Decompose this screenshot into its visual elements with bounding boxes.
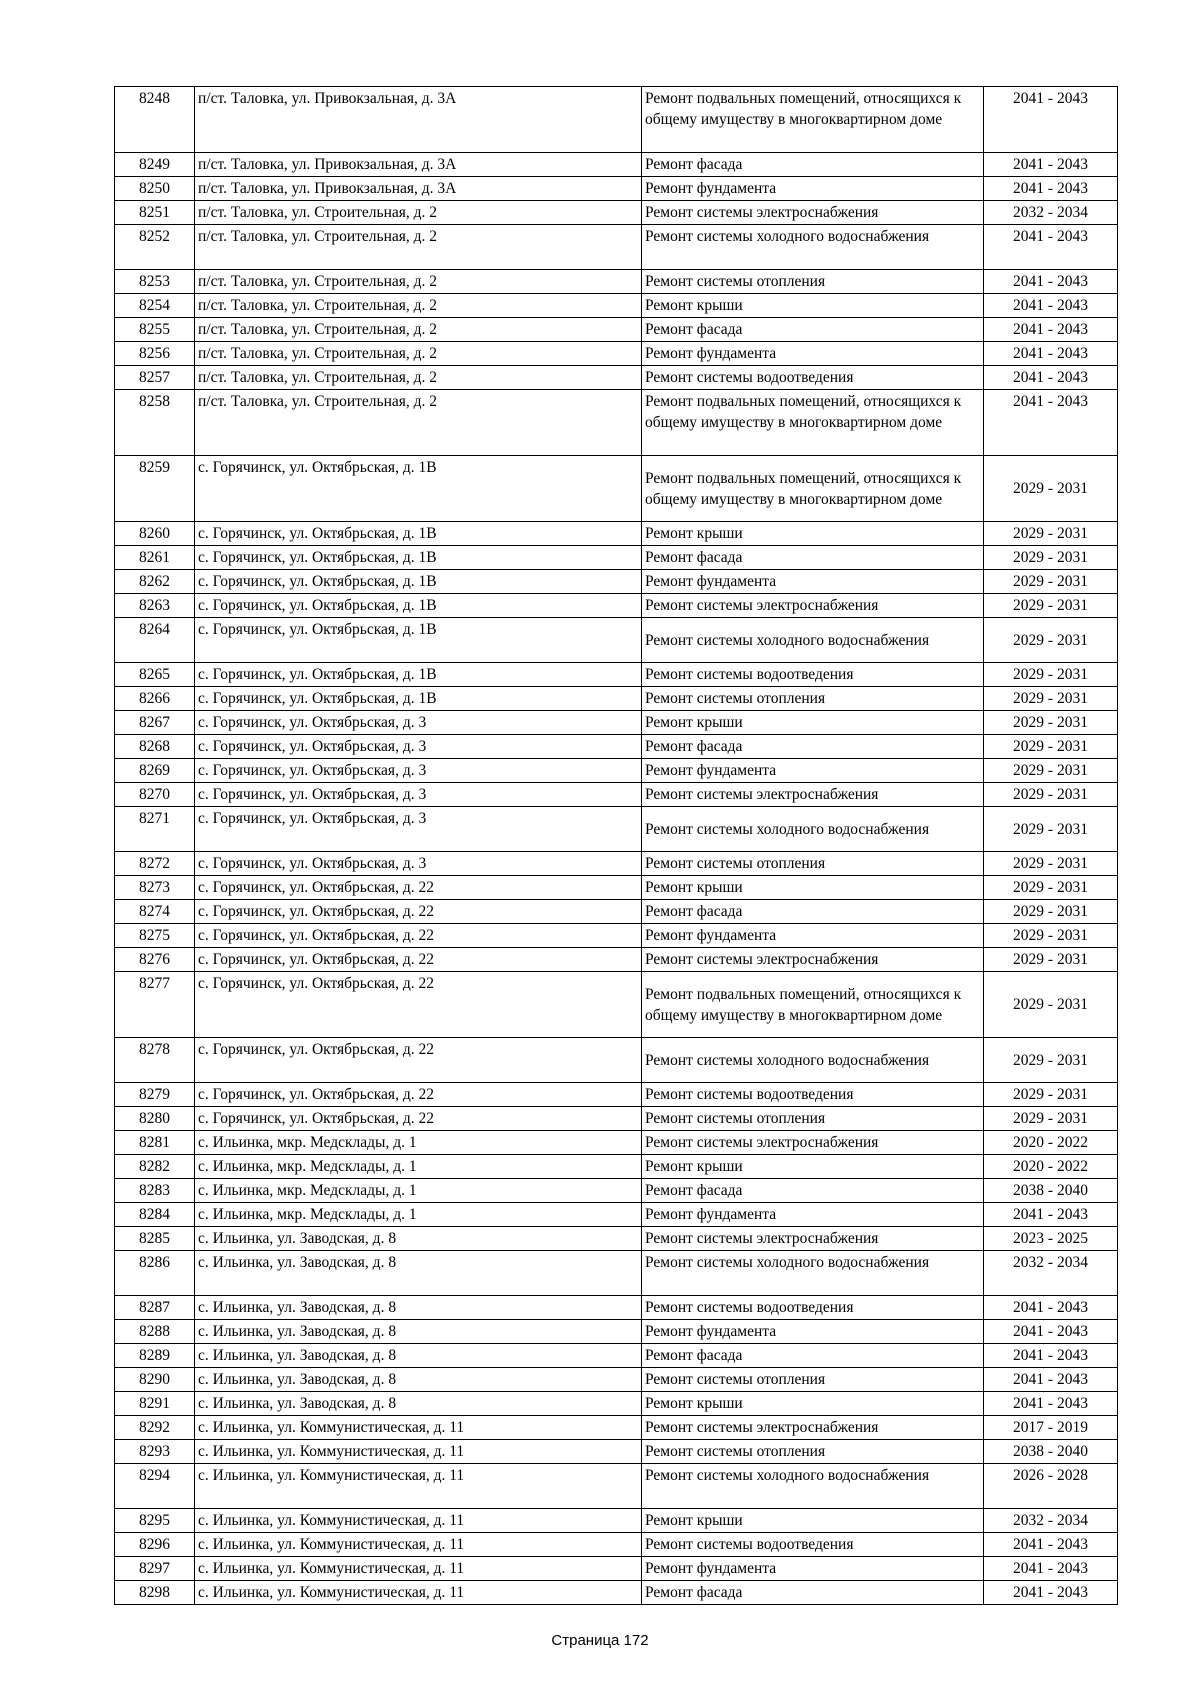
address-cell: с. Горячинск, ул. Октябрьская, д. 22 xyxy=(195,972,642,1038)
address-cell: с. Горячинск, ул. Октябрьская, д. 22 xyxy=(195,876,642,900)
work-type-cell: Ремонт крыши xyxy=(642,1155,984,1179)
row-number-cell: 8263 xyxy=(115,594,195,618)
period-cell: 2029 - 2031 xyxy=(984,456,1118,522)
address-cell: п/ст. Таловка, ул. Строительная, д. 2 xyxy=(195,366,642,390)
address-cell: п/ст. Таловка, ул. Строительная, д. 2 xyxy=(195,342,642,366)
period-cell: 2029 - 2031 xyxy=(984,972,1118,1038)
work-type-cell: Ремонт системы холодного водоснабжения xyxy=(642,807,984,852)
work-type-cell: Ремонт крыши xyxy=(642,1392,984,1416)
work-type-cell: Ремонт подвальных помещений, относящихся к общему имуществу в многоквартирном доме xyxy=(642,87,984,153)
address-cell: с. Ильинка, ул. Коммунистическая, д. 11 xyxy=(195,1581,642,1605)
table-row xyxy=(115,153,1118,177)
table-row xyxy=(115,1533,1118,1557)
address-cell: с. Горячинск, ул. Октябрьская, д. 22 xyxy=(195,1107,642,1131)
work-type-cell: Ремонт подвальных помещений, относящихся к общему имуществу в многоквартирном доме xyxy=(642,456,984,522)
table-row xyxy=(115,270,1118,294)
table-row xyxy=(115,1581,1118,1605)
row-number-cell: 8261 xyxy=(115,546,195,570)
period-cell: 2041 - 2043 xyxy=(984,294,1118,318)
period-cell: 2032 - 2034 xyxy=(984,201,1118,225)
work-type-cell: Ремонт системы водоотведения xyxy=(642,1083,984,1107)
period-cell: 2020 - 2022 xyxy=(984,1155,1118,1179)
address-cell: с. Горячинск, ул. Октябрьская, д. 3 xyxy=(195,711,642,735)
period-cell: 2041 - 2043 xyxy=(984,1344,1118,1368)
work-type-cell: Ремонт фасада xyxy=(642,546,984,570)
row-number-cell: 8297 xyxy=(115,1557,195,1581)
period-cell: 2041 - 2043 xyxy=(984,270,1118,294)
period-cell: 2041 - 2043 xyxy=(984,1533,1118,1557)
address-cell: с. Ильинка, ул. Коммунистическая, д. 11 xyxy=(195,1557,642,1581)
work-type-cell: Ремонт фундамента xyxy=(642,1320,984,1344)
row-number-cell: 8280 xyxy=(115,1107,195,1131)
period-cell: 2038 - 2040 xyxy=(984,1440,1118,1464)
address-cell: с. Горячинск, ул. Октябрьская, д. 1В xyxy=(195,618,642,663)
work-type-cell: Ремонт крыши xyxy=(642,1509,984,1533)
row-number-cell: 8278 xyxy=(115,1038,195,1083)
period-cell: 2026 - 2028 xyxy=(984,1464,1118,1509)
period-cell: 2029 - 2031 xyxy=(984,1083,1118,1107)
work-type-cell: Ремонт крыши xyxy=(642,876,984,900)
row-number-cell: 8294 xyxy=(115,1464,195,1509)
table-row xyxy=(115,1368,1118,1392)
address-cell: п/ст. Таловка, ул. Привокзальная, д. 3А xyxy=(195,153,642,177)
table-row xyxy=(115,852,1118,876)
period-cell: 2041 - 2043 xyxy=(984,153,1118,177)
table-row xyxy=(115,570,1118,594)
row-number-cell: 8275 xyxy=(115,924,195,948)
table-row xyxy=(115,687,1118,711)
period-cell: 2041 - 2043 xyxy=(984,1557,1118,1581)
period-cell: 2029 - 2031 xyxy=(984,807,1118,852)
table-row xyxy=(115,1203,1118,1227)
period-cell: 2029 - 2031 xyxy=(984,1107,1118,1131)
period-cell: 2041 - 2043 xyxy=(984,342,1118,366)
period-cell: 2038 - 2040 xyxy=(984,1179,1118,1203)
row-number-cell: 8298 xyxy=(115,1581,195,1605)
work-type-cell: Ремонт фундамента xyxy=(642,924,984,948)
work-type-cell: Ремонт крыши xyxy=(642,294,984,318)
address-cell: п/ст. Таловка, ул. Строительная, д. 2 xyxy=(195,294,642,318)
row-number-cell: 8250 xyxy=(115,177,195,201)
period-cell: 2041 - 2043 xyxy=(984,1320,1118,1344)
address-cell: с. Горячинск, ул. Октябрьская, д. 3 xyxy=(195,735,642,759)
row-number-cell: 8276 xyxy=(115,948,195,972)
address-cell: с. Ильинка, ул. Коммунистическая, д. 11 xyxy=(195,1416,642,1440)
address-cell: с. Ильинка, ул. Заводская, д. 8 xyxy=(195,1368,642,1392)
table-row xyxy=(115,1038,1118,1083)
address-cell: п/ст. Таловка, ул. Привокзальная, д. 3А xyxy=(195,87,642,153)
table-row xyxy=(115,759,1118,783)
work-type-cell: Ремонт системы отопления xyxy=(642,1107,984,1131)
table-row xyxy=(115,366,1118,390)
period-cell: 2041 - 2043 xyxy=(984,366,1118,390)
address-cell: с. Горячинск, ул. Октябрьская, д. 22 xyxy=(195,924,642,948)
row-number-cell: 8267 xyxy=(115,711,195,735)
address-cell: п/ст. Таловка, ул. Строительная, д. 2 xyxy=(195,225,642,270)
work-type-cell: Ремонт подвальных помещений, относящихся к общему имуществу в многоквартирном доме xyxy=(642,972,984,1038)
table-row xyxy=(115,1320,1118,1344)
works-table xyxy=(114,86,1118,1605)
address-cell: с. Ильинка, ул. Заводская, д. 8 xyxy=(195,1251,642,1296)
work-type-cell: Ремонт системы электроснабжения xyxy=(642,948,984,972)
table-row xyxy=(115,783,1118,807)
period-cell: 2029 - 2031 xyxy=(984,522,1118,546)
table-row xyxy=(115,1509,1118,1533)
address-cell: с. Ильинка, ул. Заводская, д. 8 xyxy=(195,1392,642,1416)
period-cell: 2029 - 2031 xyxy=(984,783,1118,807)
row-number-cell: 8266 xyxy=(115,687,195,711)
period-cell: 2029 - 2031 xyxy=(984,663,1118,687)
period-cell: 2029 - 2031 xyxy=(984,735,1118,759)
work-type-cell: Ремонт системы отопления xyxy=(642,687,984,711)
work-type-cell: Ремонт фундамента xyxy=(642,177,984,201)
address-cell: с. Горячинск, ул. Октябрьская, д. 3 xyxy=(195,759,642,783)
period-cell: 2041 - 2043 xyxy=(984,1203,1118,1227)
period-cell: 2023 - 2025 xyxy=(984,1227,1118,1251)
address-cell: с. Ильинка, ул. Коммунистическая, д. 11 xyxy=(195,1509,642,1533)
work-type-cell: Ремонт системы электроснабжения xyxy=(642,1131,984,1155)
address-cell: с. Горячинск, ул. Октябрьская, д. 22 xyxy=(195,948,642,972)
period-cell: 2029 - 2031 xyxy=(984,924,1118,948)
table-row xyxy=(115,1344,1118,1368)
work-type-cell: Ремонт фундамента xyxy=(642,1203,984,1227)
period-cell: 2032 - 2034 xyxy=(984,1509,1118,1533)
table-row xyxy=(115,711,1118,735)
work-type-cell: Ремонт системы холодного водоснабжения xyxy=(642,1251,984,1296)
table-row xyxy=(115,294,1118,318)
work-type-cell: Ремонт фасада xyxy=(642,1344,984,1368)
row-number-cell: 8290 xyxy=(115,1368,195,1392)
address-cell: с. Горячинск, ул. Октябрьская, д. 1В xyxy=(195,687,642,711)
work-type-cell: Ремонт системы электроснабжения xyxy=(642,1227,984,1251)
row-number-cell: 8282 xyxy=(115,1155,195,1179)
table-row xyxy=(115,522,1118,546)
table-row xyxy=(115,663,1118,687)
row-number-cell: 8285 xyxy=(115,1227,195,1251)
row-number-cell: 8268 xyxy=(115,735,195,759)
address-cell: с. Ильинка, ул. Заводская, д. 8 xyxy=(195,1320,642,1344)
row-number-cell: 8274 xyxy=(115,900,195,924)
row-number-cell: 8252 xyxy=(115,225,195,270)
row-number-cell: 8288 xyxy=(115,1320,195,1344)
work-type-cell: Ремонт системы водоотведения xyxy=(642,1533,984,1557)
period-cell: 2017 - 2019 xyxy=(984,1416,1118,1440)
table-row xyxy=(115,924,1118,948)
address-cell: п/ст. Таловка, ул. Привокзальная, д. 3А xyxy=(195,177,642,201)
address-cell: с. Ильинка, мкр. Медсклады, д. 1 xyxy=(195,1155,642,1179)
row-number-cell: 8272 xyxy=(115,852,195,876)
period-cell: 2041 - 2043 xyxy=(984,177,1118,201)
work-type-cell: Ремонт системы отопления xyxy=(642,1368,984,1392)
address-cell: п/ст. Таловка, ул. Строительная, д. 2 xyxy=(195,201,642,225)
row-number-cell: 8248 xyxy=(115,87,195,153)
address-cell: с. Горячинск, ул. Октябрьская, д. 22 xyxy=(195,900,642,924)
table-row xyxy=(115,201,1118,225)
row-number-cell: 8269 xyxy=(115,759,195,783)
address-cell: с. Горячинск, ул. Октябрьская, д. 1В xyxy=(195,594,642,618)
period-cell: 2029 - 2031 xyxy=(984,618,1118,663)
work-type-cell: Ремонт фасада xyxy=(642,1179,984,1203)
page-number: Страница 172 xyxy=(551,1632,649,1649)
table-row xyxy=(115,1464,1118,1509)
work-type-cell: Ремонт фундамента xyxy=(642,759,984,783)
work-type-cell: Ремонт системы электроснабжения xyxy=(642,783,984,807)
address-cell: с. Ильинка, ул. Заводская, д. 8 xyxy=(195,1227,642,1251)
row-number-cell: 8260 xyxy=(115,522,195,546)
period-cell: 2041 - 2043 xyxy=(984,1296,1118,1320)
row-number-cell: 8264 xyxy=(115,618,195,663)
work-type-cell: Ремонт фасада xyxy=(642,318,984,342)
row-number-cell: 8279 xyxy=(115,1083,195,1107)
row-number-cell: 8257 xyxy=(115,366,195,390)
work-type-cell: Ремонт системы водоотведения xyxy=(642,1296,984,1320)
address-cell: с. Горячинск, ул. Октябрьская, д. 1В xyxy=(195,570,642,594)
period-cell: 2029 - 2031 xyxy=(984,876,1118,900)
work-type-cell: Ремонт крыши xyxy=(642,522,984,546)
period-cell: 2041 - 2043 xyxy=(984,225,1118,270)
row-number-cell: 8287 xyxy=(115,1296,195,1320)
work-type-cell: Ремонт системы холодного водоснабжения xyxy=(642,1464,984,1509)
row-number-cell: 8273 xyxy=(115,876,195,900)
address-cell: с. Горячинск, ул. Октябрьская, д. 1В xyxy=(195,522,642,546)
work-type-cell: Ремонт системы холодного водоснабжения xyxy=(642,618,984,663)
address-cell: с. Горячинск, ул. Октябрьская, д. 22 xyxy=(195,1038,642,1083)
works-table-body xyxy=(115,87,1118,1605)
address-cell: с. Ильинка, ул. Коммунистическая, д. 11 xyxy=(195,1464,642,1509)
work-type-cell: Ремонт системы электроснабжения xyxy=(642,1416,984,1440)
row-number-cell: 8262 xyxy=(115,570,195,594)
row-number-cell: 8283 xyxy=(115,1179,195,1203)
work-type-cell: Ремонт подвальных помещений, относящихся к общему имуществу в многоквартирном доме xyxy=(642,390,984,456)
table-row xyxy=(115,1131,1118,1155)
table-row xyxy=(115,618,1118,663)
work-type-cell: Ремонт системы отопления xyxy=(642,852,984,876)
table-row xyxy=(115,1155,1118,1179)
row-number-cell: 8259 xyxy=(115,456,195,522)
row-number-cell: 8253 xyxy=(115,270,195,294)
row-number-cell: 8251 xyxy=(115,201,195,225)
period-cell: 2032 - 2034 xyxy=(984,1251,1118,1296)
table-row xyxy=(115,1107,1118,1131)
work-type-cell: Ремонт крыши xyxy=(642,711,984,735)
address-cell: с. Горячинск, ул. Октябрьская, д. 1В xyxy=(195,546,642,570)
period-cell: 2029 - 2031 xyxy=(984,570,1118,594)
period-cell: 2029 - 2031 xyxy=(984,711,1118,735)
address-cell: с. Ильинка, ул. Коммунистическая, д. 11 xyxy=(195,1440,642,1464)
work-type-cell: Ремонт фасада xyxy=(642,735,984,759)
table-row xyxy=(115,948,1118,972)
table-row xyxy=(115,390,1118,456)
row-number-cell: 8277 xyxy=(115,972,195,1038)
table-row xyxy=(115,900,1118,924)
row-number-cell: 8281 xyxy=(115,1131,195,1155)
table-row xyxy=(115,177,1118,201)
table-row xyxy=(115,342,1118,366)
row-number-cell: 8289 xyxy=(115,1344,195,1368)
table-row xyxy=(115,1227,1118,1251)
table-row xyxy=(115,1416,1118,1440)
work-type-cell: Ремонт системы отопления xyxy=(642,1440,984,1464)
address-cell: с. Ильинка, мкр. Медсклады, д. 1 xyxy=(195,1203,642,1227)
row-number-cell: 8258 xyxy=(115,390,195,456)
address-cell: с. Горячинск, ул. Октябрьская, д. 22 xyxy=(195,1083,642,1107)
period-cell: 2029 - 2031 xyxy=(984,687,1118,711)
table-row xyxy=(115,876,1118,900)
address-cell: с. Ильинка, ул. Заводская, д. 8 xyxy=(195,1296,642,1320)
table-row xyxy=(115,735,1118,759)
address-cell: с. Ильинка, ул. Заводская, д. 8 xyxy=(195,1344,642,1368)
work-type-cell: Ремонт системы холодного водоснабжения xyxy=(642,1038,984,1083)
table-row xyxy=(115,594,1118,618)
table-row xyxy=(115,1557,1118,1581)
period-cell: 2029 - 2031 xyxy=(984,948,1118,972)
table-row xyxy=(115,1179,1118,1203)
period-cell: 2041 - 2043 xyxy=(984,87,1118,153)
period-cell: 2029 - 2031 xyxy=(984,1038,1118,1083)
period-cell: 2020 - 2022 xyxy=(984,1131,1118,1155)
table-row xyxy=(115,972,1118,1038)
row-number-cell: 8291 xyxy=(115,1392,195,1416)
row-number-cell: 8296 xyxy=(115,1533,195,1557)
row-number-cell: 8265 xyxy=(115,663,195,687)
work-type-cell: Ремонт системы отопления xyxy=(642,270,984,294)
work-type-cell: Ремонт фундамента xyxy=(642,570,984,594)
address-cell: с. Ильинка, мкр. Медсклады, д. 1 xyxy=(195,1131,642,1155)
row-number-cell: 8270 xyxy=(115,783,195,807)
row-number-cell: 8256 xyxy=(115,342,195,366)
period-cell: 2029 - 2031 xyxy=(984,546,1118,570)
work-type-cell: Ремонт системы водоотведения xyxy=(642,366,984,390)
row-number-cell: 8271 xyxy=(115,807,195,852)
address-cell: с. Ильинка, ул. Коммунистическая, д. 11 xyxy=(195,1533,642,1557)
work-type-cell: Ремонт фасада xyxy=(642,153,984,177)
table-row xyxy=(115,87,1118,153)
work-type-cell: Ремонт фасада xyxy=(642,1581,984,1605)
table-row xyxy=(115,546,1118,570)
address-cell: с. Ильинка, мкр. Медсклады, д. 1 xyxy=(195,1179,642,1203)
work-type-cell: Ремонт системы холодного водоснабжения xyxy=(642,225,984,270)
period-cell: 2029 - 2031 xyxy=(984,852,1118,876)
row-number-cell: 8284 xyxy=(115,1203,195,1227)
table-row xyxy=(115,1251,1118,1296)
period-cell: 2029 - 2031 xyxy=(984,900,1118,924)
period-cell: 2041 - 2043 xyxy=(984,390,1118,456)
table-row xyxy=(115,1296,1118,1320)
table-row xyxy=(115,1392,1118,1416)
work-type-cell: Ремонт системы электроснабжения xyxy=(642,201,984,225)
address-cell: с. Горячинск, ул. Октябрьская, д. 3 xyxy=(195,852,642,876)
period-cell: 2029 - 2031 xyxy=(984,759,1118,783)
work-type-cell: Ремонт фундамента xyxy=(642,342,984,366)
period-cell: 2029 - 2031 xyxy=(984,594,1118,618)
work-type-cell: Ремонт системы электроснабжения xyxy=(642,594,984,618)
address-cell: с. Горячинск, ул. Октябрьская, д. 1В xyxy=(195,663,642,687)
row-number-cell: 8295 xyxy=(115,1509,195,1533)
table-row xyxy=(115,225,1118,270)
work-type-cell: Ремонт фундамента xyxy=(642,1557,984,1581)
address-cell: п/ст. Таловка, ул. Строительная, д. 2 xyxy=(195,390,642,456)
address-cell: с. Горячинск, ул. Октябрьская, д. 1В xyxy=(195,456,642,522)
period-cell: 2041 - 2043 xyxy=(984,318,1118,342)
table-row xyxy=(115,807,1118,852)
address-cell: п/ст. Таловка, ул. Строительная, д. 2 xyxy=(195,270,642,294)
address-cell: с. Горячинск, ул. Октябрьская, д. 3 xyxy=(195,783,642,807)
table-row xyxy=(115,1440,1118,1464)
period-cell: 2041 - 2043 xyxy=(984,1368,1118,1392)
row-number-cell: 8293 xyxy=(115,1440,195,1464)
row-number-cell: 8254 xyxy=(115,294,195,318)
address-cell: п/ст. Таловка, ул. Строительная, д. 2 xyxy=(195,318,642,342)
work-type-cell: Ремонт системы водоотведения xyxy=(642,663,984,687)
table-row xyxy=(115,1083,1118,1107)
row-number-cell: 8249 xyxy=(115,153,195,177)
period-cell: 2041 - 2043 xyxy=(984,1581,1118,1605)
row-number-cell: 8292 xyxy=(115,1416,195,1440)
period-cell: 2041 - 2043 xyxy=(984,1392,1118,1416)
table-row xyxy=(115,318,1118,342)
row-number-cell: 8286 xyxy=(115,1251,195,1296)
table-row xyxy=(115,456,1118,522)
row-number-cell: 8255 xyxy=(115,318,195,342)
address-cell: с. Горячинск, ул. Октябрьская, д. 3 xyxy=(195,807,642,852)
work-type-cell: Ремонт фасада xyxy=(642,900,984,924)
